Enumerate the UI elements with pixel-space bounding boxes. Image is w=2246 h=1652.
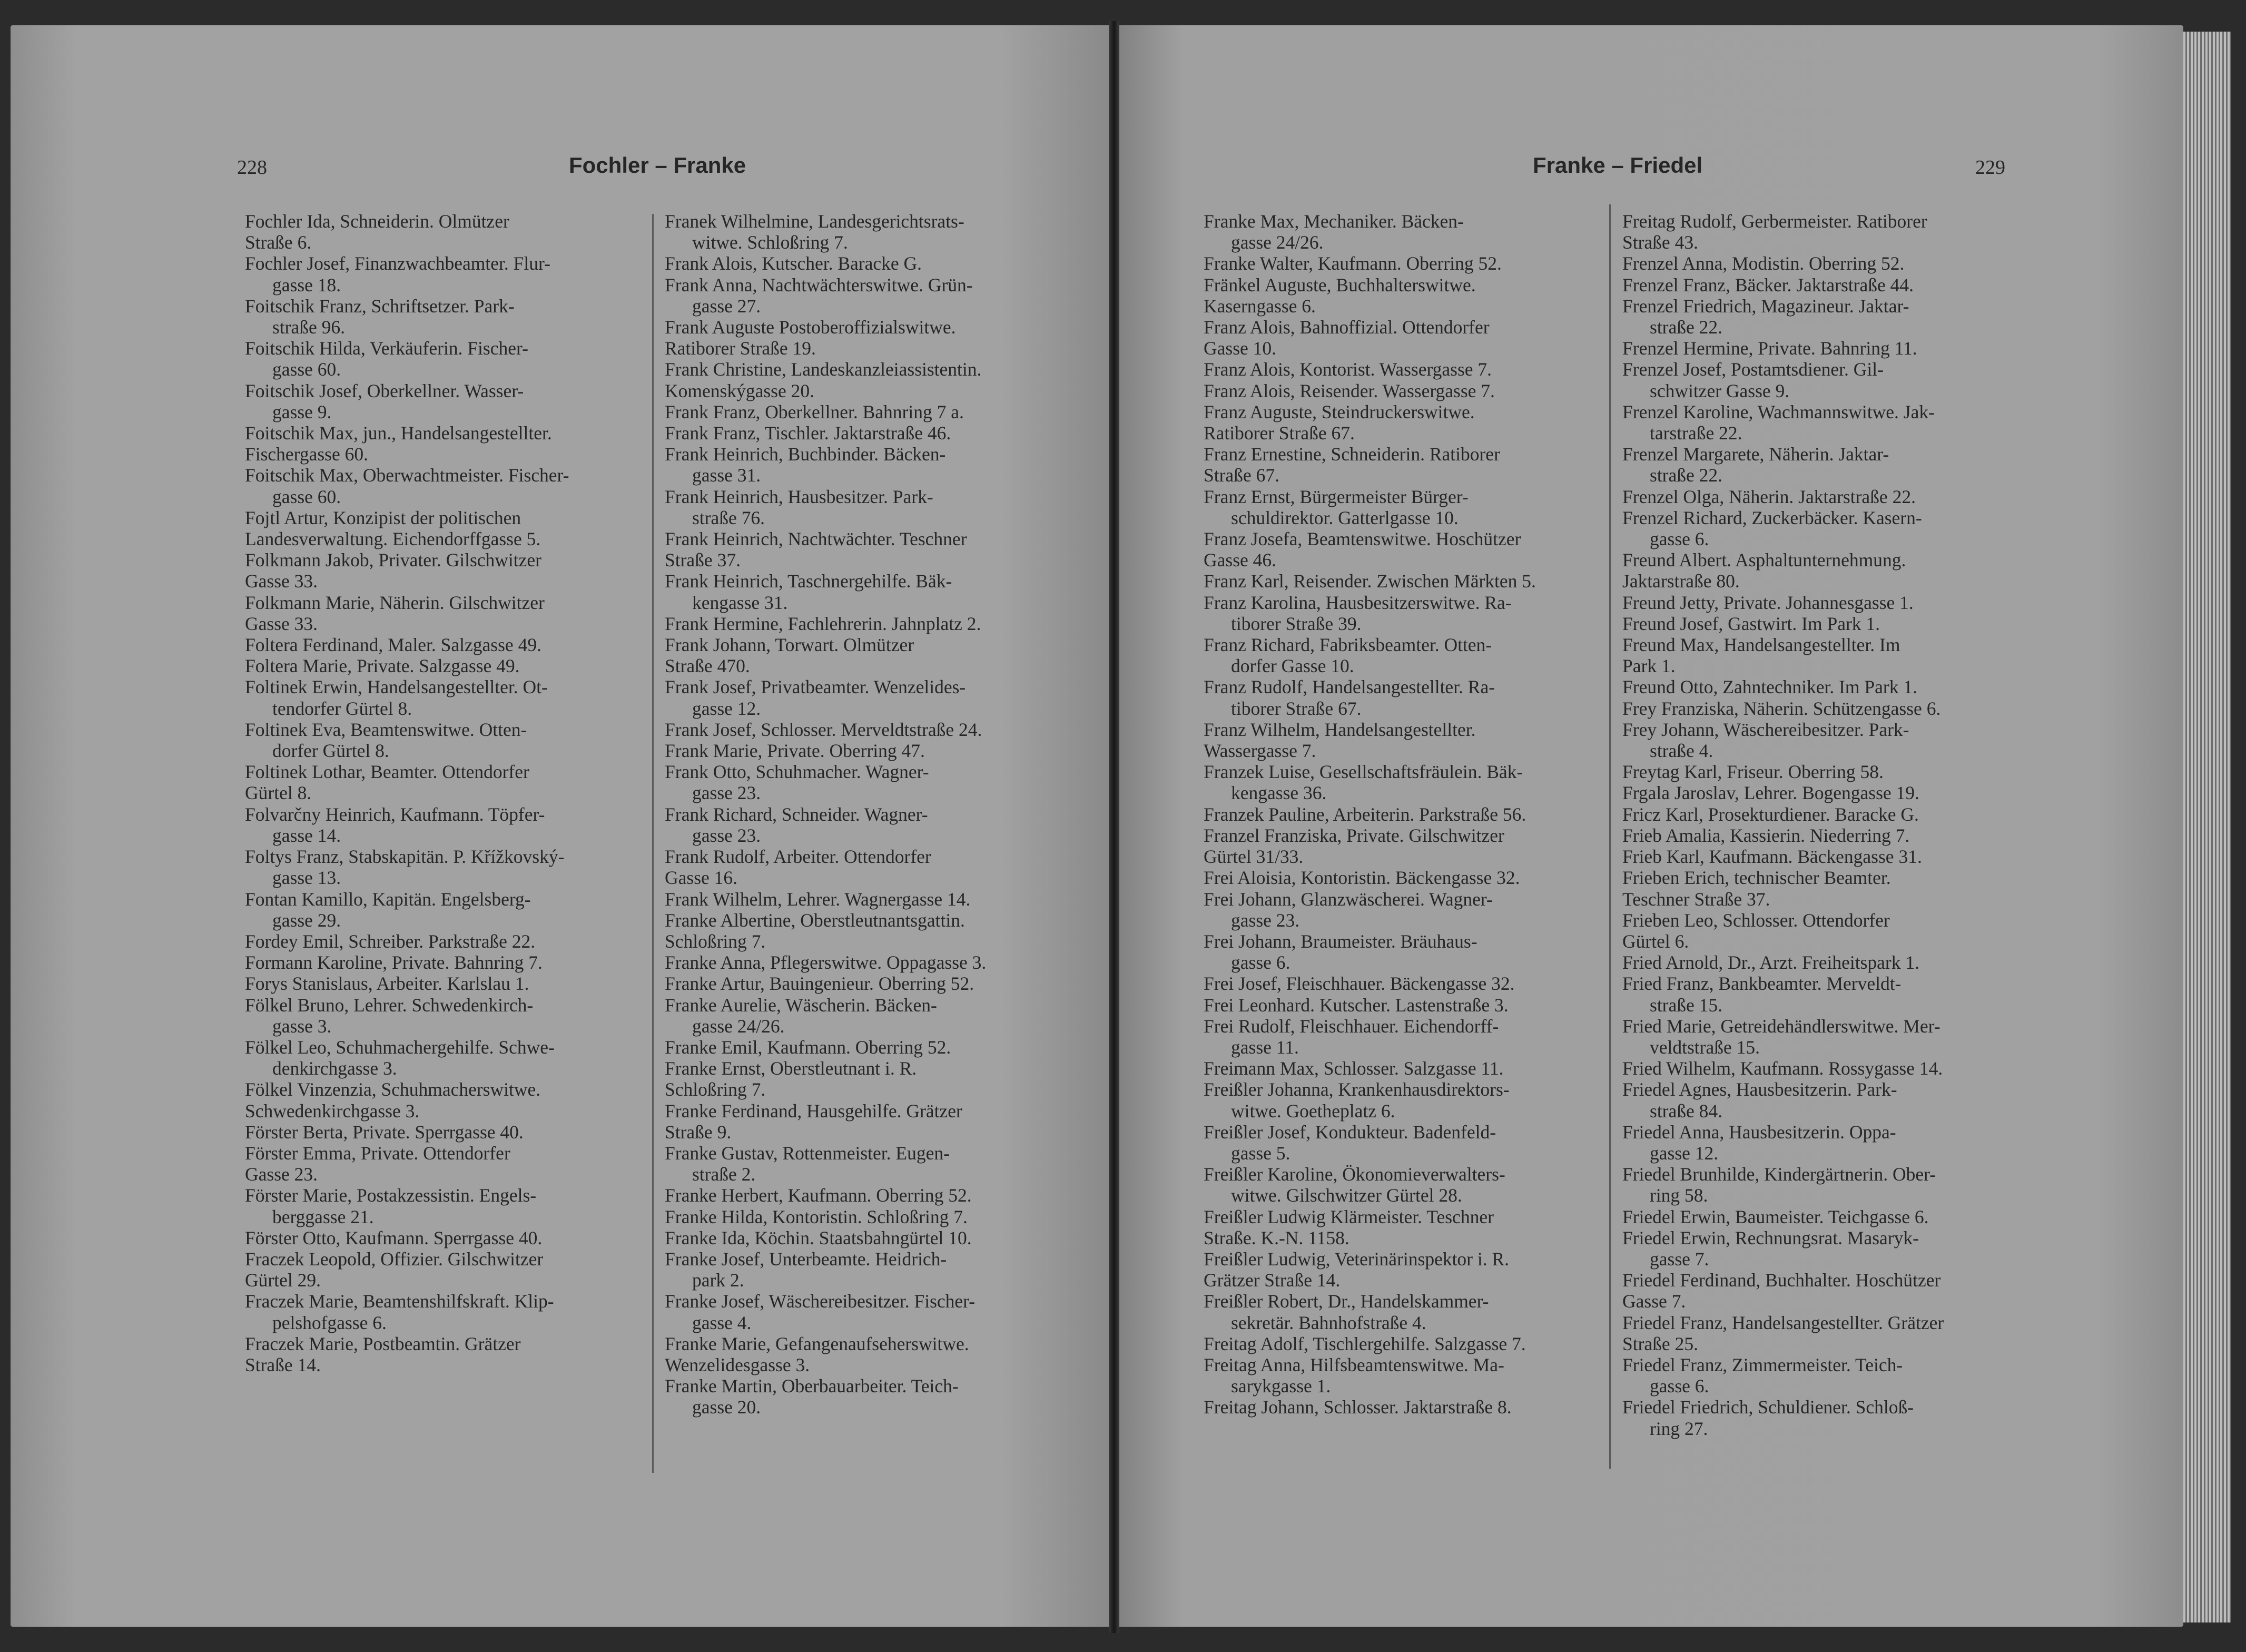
directory-entry: Fraczek Marie, Beamtenshilfskraft. Klip- <box>245 1291 554 1312</box>
directory-entry: Straße 37. <box>665 549 741 571</box>
directory-entry: Frei Leonhard. Kutscher. Lastenstraße 3. <box>1204 994 1509 1016</box>
directory-entry: Freitag Adolf, Tischlergehilfe. Salzgasse 7. <box>1204 1333 1526 1354</box>
directory-entry: Gürtel 6. <box>1622 930 1689 952</box>
directory-entry: Franzel Franziska, Private. Gilschwitzer <box>1204 824 1504 846</box>
entry-continuation: tiborer Straße 39. <box>1231 613 1362 634</box>
left-page-column-1 <box>245 211 640 1375</box>
directory-entry: Freißler Robert, Dr., Handelskammer- <box>1204 1291 1489 1312</box>
directory-entry: Franke Gustav, Rottenmeister. Eugen- <box>665 1142 950 1164</box>
entry-continuation: gasse 12. <box>1650 1142 1719 1164</box>
directory-entry: Franz Alois, Bahnoffizial. Ottendorfer <box>1204 317 1490 338</box>
directory-entry: Franke Marie, Gefangenaufseherswitwe. <box>665 1333 969 1354</box>
entry-continuation: tendorfer Gürtel 8. <box>272 697 412 719</box>
directory-entry: Foitschik Max, Oberwachtmeister. Fischer- <box>245 465 569 486</box>
entry-continuation: gasse 6. <box>1650 528 1709 550</box>
directory-entry: Frank Anna, Nachtwächterswitwe. Grün- <box>665 274 973 296</box>
entry-continuation: gasse 4. <box>692 1312 752 1333</box>
entry-continuation: straße 4. <box>1650 740 1713 762</box>
entry-continuation: gasse 23. <box>692 824 761 846</box>
directory-entry: Förster Otto, Kaufmann. Sperrgasse 40. <box>245 1227 543 1248</box>
entry-continuation: gasse 7. <box>1650 1248 1709 1270</box>
entry-continuation: gasse 20. <box>692 1397 761 1418</box>
directory-entry: Frieb Amalia, Kassierin. Niederring 7. <box>1622 824 1910 846</box>
page-number-left: 228 <box>237 156 267 179</box>
directory-entry: Friedel Anna, Hausbesitzerin. Oppa- <box>1622 1121 1896 1143</box>
directory-entry: Straße 470. <box>665 655 750 677</box>
directory-entry: Gasse 10. <box>1204 338 1277 359</box>
entry-continuation: gasse 24/26. <box>1231 232 1324 253</box>
column-divider-left <box>652 214 654 1473</box>
directory-entry: Fricz Karl, Prosekturdiener. Baracke G. <box>1622 803 1919 825</box>
directory-entry: Frei Josef, Fleischhauer. Bäckengasse 32. <box>1204 973 1515 995</box>
entry-continuation: pelshofgasse 6. <box>272 1312 387 1333</box>
directory-entry: Franke Emil, Kaufmann. Oberring 52. <box>665 1036 951 1058</box>
directory-entry: Gasse 46. <box>1204 549 1277 571</box>
entry-continuation: ring 58. <box>1650 1185 1708 1206</box>
directory-entry: Frieben Erich, technischer Beamter. <box>1622 867 1891 889</box>
entry-continuation: berggasse 21. <box>272 1206 374 1227</box>
directory-entry: Friedel Franz, Handelsangestellter. Grätzer <box>1622 1312 1944 1333</box>
entry-continuation: gasse 12. <box>692 697 761 719</box>
directory-entry: Forys Stanislaus, Arbeiter. Karlslau 1. <box>245 973 529 995</box>
entry-continuation: tiborer Straße 67. <box>1231 697 1362 719</box>
directory-entry: Schloßring 7. <box>665 1079 766 1100</box>
entry-continuation: schwitzer Gasse 9. <box>1650 380 1790 401</box>
directory-entry: Foitschik Franz, Schriftsetzer. Park- <box>245 295 515 317</box>
directory-entry: Franz Alois, Reisender. Wassergasse 7. <box>1204 380 1495 401</box>
directory-entry: Foltera Marie, Private. Salzgasse 49. <box>245 655 520 677</box>
directory-entry: Friedel Franz, Zimmermeister. Teich- <box>1622 1354 1903 1375</box>
directory-entry: Straße 6. <box>245 232 312 253</box>
directory-entry: Frei Johann, Glanzwäscherei. Wagner- <box>1204 888 1493 910</box>
directory-entry: Franz Richard, Fabriksbeamter. Otten- <box>1204 634 1492 656</box>
directory-entry: Friedel Erwin, Baumeister. Teichgasse 6. <box>1622 1206 1929 1227</box>
directory-entry: Franz Karl, Reisender. Zwischen Märkten 5. <box>1204 571 1536 592</box>
directory-entry: Franke Martin, Oberbauarbeiter. Teich- <box>665 1375 959 1397</box>
entry-continuation: gasse 23. <box>692 782 761 804</box>
directory-entry: Förster Berta, Private. Sperrgasse 40. <box>245 1121 524 1143</box>
directory-entry: Franke Aurelie, Wäscherin. Bäcken- <box>665 994 937 1016</box>
directory-entry: Förster Emma, Private. Ottendorfer <box>245 1142 510 1164</box>
directory-entry: Franke Ernst, Oberstleutnant i. R. <box>665 1058 917 1079</box>
directory-entry: Grätzer Straße 14. <box>1204 1270 1341 1291</box>
directory-entry: Fordey Emil, Schreiber. Parkstraße 22. <box>245 930 536 952</box>
directory-entry: Straße. K.-N. 1158. <box>1204 1227 1349 1248</box>
entry-continuation: sekretär. Bahnhofstraße 4. <box>1231 1312 1426 1333</box>
directory-entry: Gasse 23. <box>245 1164 318 1185</box>
directory-entry: Folvarčny Heinrich, Kaufmann. Töpfer- <box>245 803 545 825</box>
entry-continuation: straße 22. <box>1650 465 1723 486</box>
directory-entry: Förster Marie, Postakzessistin. Engels- <box>245 1185 537 1206</box>
right-page <box>1119 25 2183 1627</box>
directory-entry: Park 1. <box>1622 655 1676 677</box>
directory-entry: Fölkel Vinzenzia, Schuhmacherswitwe. <box>245 1079 541 1100</box>
directory-entry: Fried Marie, Getreidehändlerswitwe. Mer- <box>1622 1015 1940 1037</box>
directory-entry: Franek Wilhelmine, Landesgerichtsrats- <box>665 211 964 232</box>
directory-entry: Frenzel Josef, Postamtsdiener. Gil- <box>1622 359 1884 380</box>
directory-entry: Franke Ida, Köchin. Staatsbahngürtel 10. <box>665 1227 972 1248</box>
page-number-right: 229 <box>1975 156 2005 179</box>
directory-entry: Frenzel Hermine, Private. Bahnring 11. <box>1622 338 1917 359</box>
directory-entry: Frank Christine, Landeskanzleiassistentin. <box>665 359 982 380</box>
directory-entry: Fölkel Bruno, Lehrer. Schwedenkirch- <box>245 994 534 1016</box>
directory-entry: Frank Otto, Schuhmacher. Wagner- <box>665 761 929 783</box>
entry-continuation: gasse 6. <box>1231 952 1291 974</box>
directory-entry: Frank Josef, Schlosser. Merveldtstraße 24. <box>665 719 982 740</box>
directory-entry: Gürtel 29. <box>245 1270 321 1291</box>
entry-continuation: straße 76. <box>692 507 765 528</box>
entry-continuation: ring 27. <box>1650 1418 1708 1439</box>
directory-entry: Franz Karolina, Hausbesitzerswitwe. Ra- <box>1204 592 1512 613</box>
directory-entry: Frei Aloisia, Kontoristin. Bäckengasse 32. <box>1204 867 1520 889</box>
entry-continuation: kengasse 36. <box>1231 782 1327 804</box>
directory-entry: Formann Karoline, Private. Bahnring 7. <box>245 952 543 974</box>
entry-continuation: dorfer Gasse 10. <box>1231 655 1354 677</box>
directory-entry: Fränkel Auguste, Buchhalterswitwe. <box>1204 274 1476 296</box>
directory-entry: Franke Josef, Unterbeamte. Heidrich- <box>665 1248 947 1270</box>
entry-continuation: gasse 9. <box>272 401 332 422</box>
directory-entry: Freitag Anna, Hilfsbeamtenswitwe. Ma- <box>1204 1354 1504 1375</box>
directory-entry: Fischergasse 60. <box>245 444 369 465</box>
directory-entry: Freitag Rudolf, Gerbermeister. Ratiborer <box>1622 211 1927 232</box>
directory-entry: Frenzel Friedrich, Magazineur. Jaktar- <box>1622 295 1909 317</box>
entry-continuation: gasse 60. <box>272 486 341 507</box>
directory-entry: Fochler Ida, Schneiderin. Olmützer <box>245 211 509 232</box>
directory-entry: Frank Heinrich, Buchbinder. Bäcken- <box>665 444 946 465</box>
directory-entry: Franke Josef, Wäschereibesitzer. Fischer- <box>665 1291 976 1312</box>
directory-entry: Friedel Ferdinand, Buchhalter. Hoschützer <box>1622 1270 1941 1291</box>
directory-entry: Kaserngasse 6. <box>1204 295 1316 317</box>
entry-continuation: gasse 5. <box>1231 1142 1291 1164</box>
directory-entry: Franz Josefa, Beamtenswitwe. Hoschützer <box>1204 528 1521 550</box>
directory-entry: Ratiborer Straße 19. <box>665 338 816 359</box>
directory-entry: Frank Marie, Private. Oberring 47. <box>665 740 925 762</box>
entry-continuation: sarykgasse 1. <box>1231 1375 1331 1397</box>
directory-entry: Freißler Josef, Kondukteur. Badenfeld- <box>1204 1121 1496 1143</box>
directory-entry: Frank Franz, Oberkellner. Bahnring 7 a. <box>665 401 964 422</box>
entry-continuation: straße 15. <box>1650 994 1723 1016</box>
directory-entry: Frey Franziska, Näherin. Schützengasse 6. <box>1622 697 1941 719</box>
directory-entry: Franz Alois, Kontorist. Wassergasse 7. <box>1204 359 1492 380</box>
directory-entry: Fried Arnold, Dr., Arzt. Freiheitspark 1. <box>1622 952 1919 974</box>
directory-entry: Jaktarstraße 80. <box>1622 571 1740 592</box>
directory-entry: Straße 67. <box>1204 465 1279 486</box>
directory-entry: Wassergasse 7. <box>1204 740 1316 762</box>
directory-entry: Franke Anna, Pflegerswitwe. Oppagasse 3. <box>665 952 987 974</box>
directory-entry: Ratiborer Straße 67. <box>1204 422 1355 444</box>
directory-entry: Foitschik Max, jun., Handelsangestellter. <box>245 422 552 444</box>
directory-entry: Frank Heinrich, Taschnergehilfe. Bäk- <box>665 571 952 592</box>
entry-continuation: gasse 29. <box>272 909 341 931</box>
directory-entry: Gasse 16. <box>665 867 738 889</box>
directory-entry: Straße 43. <box>1622 232 1698 253</box>
entry-continuation: gasse 3. <box>272 1015 332 1037</box>
entry-continuation: kengasse 31. <box>692 592 788 613</box>
directory-entry: Frank Heinrich, Hausbesitzer. Park- <box>665 486 933 507</box>
directory-entry: Frei Johann, Braumeister. Bräuhaus- <box>1204 930 1477 952</box>
entry-continuation: park 2. <box>692 1270 744 1291</box>
directory-entry: Folkmann Marie, Näherin. Gilschwitzer <box>245 592 545 613</box>
directory-entry: Freißler Karoline, Ökonomieverwalters- <box>1204 1164 1505 1185</box>
right-page-column-2 <box>1622 211 2015 1439</box>
directory-entry: Franke Artur, Bauingenieur. Oberring 52. <box>665 973 974 995</box>
directory-entry: Straße 25. <box>1622 1333 1698 1354</box>
directory-entry: Frank Heinrich, Nachtwächter. Teschner <box>665 528 967 550</box>
directory-entry: Gasse 7. <box>1622 1291 1686 1312</box>
directory-entry: Friedel Agnes, Hausbesitzerin. Park- <box>1622 1079 1897 1100</box>
directory-entry: Franz Ernestine, Schneiderin. Ratiborer <box>1204 444 1500 465</box>
directory-entry: Frenzel Margarete, Näherin. Jaktar- <box>1622 444 1889 465</box>
entry-continuation: gasse 24/26. <box>692 1015 785 1037</box>
directory-entry: Fojtl Artur, Konzipist der politischen <box>245 507 521 528</box>
directory-entry: Frieben Leo, Schlosser. Ottendorfer <box>1622 909 1890 931</box>
directory-entry: Franke Ferdinand, Hausgehilfe. Grätzer <box>665 1100 962 1122</box>
directory-entry: Freund Max, Handelsangestellter. Im <box>1622 634 1900 656</box>
directory-entry: Frank Josef, Privatbeamter. Wenzelides- <box>665 676 966 698</box>
entry-continuation: gasse 60. <box>272 359 341 380</box>
directory-entry: Folkmann Jakob, Privater. Gilschwitzer <box>245 549 541 571</box>
directory-entry: Fraczek Leopold, Offizier. Gilschwitzer <box>245 1248 544 1270</box>
entry-continuation: straße 96. <box>272 317 346 338</box>
entry-continuation: gasse 13. <box>272 867 341 889</box>
directory-entry: Frenzel Karoline, Wachmannswitwe. Jak- <box>1622 401 1935 422</box>
directory-entry: Frgala Jaroslav, Lehrer. Bogengasse 19. <box>1622 782 1919 804</box>
directory-entry: Freund Jetty, Private. Johannesgasse 1. <box>1622 592 1914 613</box>
entry-continuation: straße 22. <box>1650 317 1723 338</box>
directory-entry: Teschner Straße 37. <box>1622 888 1770 910</box>
directory-entry: Frei Rudolf, Fleischhauer. Eichendorff- <box>1204 1015 1499 1037</box>
entry-continuation: straße 84. <box>1650 1100 1723 1122</box>
directory-entry: Franke Hilda, Kontoristin. Schloßring 7. <box>665 1206 968 1227</box>
directory-entry: Foltys Franz, Stabskapitän. P. Křížkovský- <box>245 846 565 868</box>
directory-entry: Freund Josef, Gastwirt. Im Park 1. <box>1622 613 1880 634</box>
directory-entry: Foitschik Hilda, Verkäuferin. Fischer- <box>245 338 528 359</box>
directory-entry: Schwedenkirchgasse 3. <box>245 1100 420 1122</box>
entry-continuation: straße 2. <box>692 1164 756 1185</box>
directory-entry: Franz Wilhelm, Handelsangestellter. <box>1204 719 1476 740</box>
directory-entry: Friedel Brunhilde, Kindergärtnerin. Ober- <box>1622 1164 1936 1185</box>
directory-entry: Wenzelidesgasse 3. <box>665 1354 810 1375</box>
left-page-column-2 <box>665 211 1062 1418</box>
directory-entry: Fried Franz, Bankbeamter. Merveldt- <box>1622 973 1902 995</box>
entry-continuation: gasse 27. <box>692 295 761 317</box>
entry-continuation: denkirchgasse 3. <box>272 1058 397 1079</box>
directory-entry: Fochler Josef, Finanzwachbeamter. Flur- <box>245 253 550 274</box>
directory-entry: Freimann Max, Schlosser. Salzgasse 11. <box>1204 1058 1504 1079</box>
entry-continuation: dorfer Gürtel 8. <box>272 740 389 762</box>
directory-entry: Franke Max, Mechaniker. Bäcken- <box>1204 211 1464 232</box>
entry-continuation: gasse 6. <box>1650 1375 1709 1397</box>
directory-entry: Frank Hermine, Fachlehrerin. Jahnplatz 2. <box>665 613 981 634</box>
entry-continuation: gasse 11. <box>1231 1036 1299 1058</box>
directory-entry: Gürtel 31/33. <box>1204 846 1304 868</box>
directory-entry: Fraczek Marie, Postbeamtin. Grätzer <box>245 1333 521 1354</box>
directory-entry: Frank Auguste Postoberoffizialswitwe. <box>665 317 956 338</box>
directory-entry: Franz Ernst, Bürgermeister Bürger- <box>1204 486 1469 507</box>
directory-entry: Foitschik Josef, Oberkellner. Wasser- <box>245 380 524 401</box>
entry-continuation: tarstraße 22. <box>1650 422 1742 444</box>
directory-entry: Gürtel 8. <box>245 782 312 804</box>
directory-entry: Gasse 33. <box>245 571 318 592</box>
directory-entry: Foltinek Eva, Beamtenswitwe. Otten- <box>245 719 527 740</box>
entry-continuation: gasse 31. <box>692 465 761 486</box>
directory-entry: Frank Franz, Tischler. Jaktarstraße 46. <box>665 422 951 444</box>
directory-entry: Franzek Pauline, Arbeiterin. Parkstraße 56. <box>1204 803 1526 825</box>
directory-entry: Freund Otto, Zahntechniker. Im Park 1. <box>1622 676 1917 698</box>
running-header-right: Franke – Friedel <box>1533 153 1703 178</box>
directory-entry: Komenskýgasse 20. <box>665 380 814 401</box>
directory-entry: Frank Richard, Schneider. Wagner- <box>665 803 928 825</box>
directory-entry: Friedel Friedrich, Schuldiener. Schloß- <box>1622 1397 1914 1418</box>
book-gutter <box>1109 21 1119 1633</box>
directory-entry: Frenzel Franz, Bäcker. Jaktarstraße 44. <box>1622 274 1914 296</box>
directory-entry: Straße 9. <box>665 1121 732 1143</box>
directory-entry: Frey Johann, Wäschereibesitzer. Park- <box>1622 719 1909 740</box>
directory-entry: Freißler Ludwig Klärmeister. Teschner <box>1204 1206 1494 1227</box>
directory-entry: Frenzel Olga, Näherin. Jaktarstraße 22. <box>1622 486 1916 507</box>
entry-continuation: witwe. Gilschwitzer Gürtel 28. <box>1231 1185 1462 1206</box>
right-page-column-1 <box>1204 211 1596 1418</box>
column-divider-right <box>1609 204 1611 1469</box>
entry-continuation: gasse 18. <box>272 274 341 296</box>
directory-entry: Fontan Kamillo, Kapitän. Engelsberg- <box>245 888 531 910</box>
directory-entry: Frieb Karl, Kaufmann. Bäckengasse 31. <box>1622 846 1922 868</box>
directory-entry: Foltera Ferdinand, Maler. Salzgasse 49. <box>245 634 541 656</box>
directory-entry: Freytag Karl, Friseur. Oberring 58. <box>1622 761 1884 783</box>
entry-continuation: witwe. Goetheplatz 6. <box>1231 1100 1395 1122</box>
entry-continuation: witwe. Schloßring 7. <box>692 232 848 253</box>
directory-entry: Franke Walter, Kaufmann. Oberring 52. <box>1204 253 1502 274</box>
directory-entry: Foltinek Lothar, Beamter. Ottendorfer <box>245 761 529 783</box>
directory-entry: Schloßring 7. <box>665 930 766 952</box>
directory-entry: Landesverwaltung. Eichendorffgasse 5. <box>245 528 541 550</box>
directory-entry: Freitag Johann, Schlosser. Jaktarstraße 8. <box>1204 1397 1512 1418</box>
directory-entry: Freißler Ludwig, Veterinärinspektor i. R. <box>1204 1248 1510 1270</box>
entry-continuation: veldtstraße 15. <box>1650 1036 1760 1058</box>
directory-entry: Frank Wilhelm, Lehrer. Wagnergasse 14. <box>665 888 971 910</box>
directory-entry: Frenzel Richard, Zuckerbäcker. Kasern- <box>1622 507 1922 528</box>
directory-entry: Freißler Johanna, Krankenhausdirektors- <box>1204 1079 1510 1100</box>
directory-entry: Freund Albert. Asphaltunternehmung. <box>1622 549 1906 571</box>
directory-entry: Foltinek Erwin, Handelsangestellter. Ot- <box>245 676 548 698</box>
directory-entry: Franz Rudolf, Handelsangestellter. Ra- <box>1204 676 1495 698</box>
directory-entry: Fried Wilhelm, Kaufmann. Rossygasse 14. <box>1622 1058 1943 1079</box>
directory-entry: Frank Rudolf, Arbeiter. Ottendorfer <box>665 846 931 868</box>
page-edges <box>2183 32 2231 1622</box>
entry-continuation: gasse 14. <box>272 824 341 846</box>
directory-entry: Frank Johann, Torwart. Olmützer <box>665 634 914 656</box>
entry-continuation: schuldirektor. Gatterlgasse 10. <box>1231 507 1459 528</box>
directory-entry: Franzek Luise, Gesellschaftsfräulein. Bäk- <box>1204 761 1523 783</box>
directory-entry: Franke Albertine, Oberstleutnantsgattin. <box>665 909 965 931</box>
running-header-left: Fochler – Franke <box>569 153 746 178</box>
left-page <box>11 25 1109 1627</box>
directory-entry: Frank Alois, Kutscher. Baracke G. <box>665 253 922 274</box>
directory-entry: Gasse 33. <box>245 613 318 634</box>
directory-entry: Straße 14. <box>245 1354 321 1375</box>
directory-entry: Frenzel Anna, Modistin. Oberring 52. <box>1622 253 1905 274</box>
entry-continuation: gasse 23. <box>1231 909 1300 931</box>
directory-entry: Friedel Erwin, Rechnungsrat. Masaryk- <box>1622 1227 1919 1248</box>
directory-entry: Fölkel Leo, Schuhmachergehilfe. Schwe- <box>245 1036 555 1058</box>
directory-entry: Franke Herbert, Kaufmann. Oberring 52. <box>665 1185 972 1206</box>
directory-entry: Franz Auguste, Steindruckerswitwe. <box>1204 401 1475 422</box>
